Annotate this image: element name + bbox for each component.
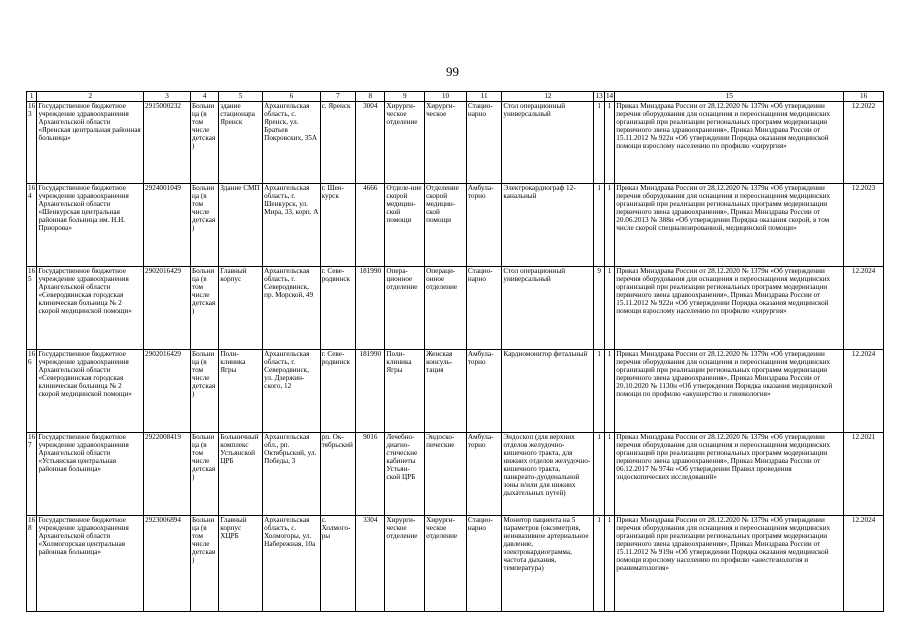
organization-name: Государственное бюджетное учреждение здравоохранения Архангельской области «Северодвинская городская клиническая больница № 2 скорой медицинской помощи» <box>37 350 144 433</box>
department: Поли-клиника Ягры <box>385 350 425 433</box>
row-number: 168 <box>27 516 37 612</box>
header-cell: 3 <box>144 92 191 102</box>
organization-name: Государственное бюджетное учреждение здравоохранения Архангельской области «Холмогорская центральная районная больница» <box>37 516 144 612</box>
profile: Эндоско-пические <box>425 433 467 516</box>
locality: г. Севе-родвинск <box>320 267 356 350</box>
header-cell: 13 <box>595 92 603 100</box>
population: 9016 <box>356 433 385 516</box>
address: Архангельская область, г. Северодвинск, пр. Морской, 49 <box>263 267 320 350</box>
equipment-name: Стол операционный универсальный <box>502 102 594 184</box>
profile: Отделение скорой медицин-ской помощи <box>425 184 467 267</box>
address: Архангельская область, г. Шенкурск, ул. Мира, 33, корп. А <box>263 184 320 267</box>
table-row <box>27 350 884 433</box>
deadline: 12.2022 <box>844 102 884 184</box>
facility-type: Больница (в том числе детская) <box>191 102 219 184</box>
row-number: 164 <box>27 184 37 267</box>
row-number: 163 <box>27 102 37 184</box>
header-cell: 11 <box>466 92 502 102</box>
legal-basis: Приказ Минздрава России от 28.12.2020 № 1379н «Об утверждении перечня оборудования для оснащения и переоснащения медицинских организаций при реализации региональных программ модернизации первичного звена здравоохранения», Приказ Минздрава России от 15.11.2012 № 919н «Об утверждении Порядка оказания медицинской помощи взрослому населению по профилю «анестезиология и реаниматология» <box>615 516 844 612</box>
quantity-1: 1 <box>594 102 604 184</box>
quantity-1: 9 <box>594 267 604 350</box>
address: Архангельская область, с. Яренск, ул. Братьев Покровских, 35А <box>263 102 320 184</box>
quantity-2: 1 <box>604 350 614 433</box>
legal-basis: Приказ Минздрава России от 28.12.2020 № 1379н «Об утверждении перечня оборудования для оснащения и переоснащения медицинских организаций при реализации региональных программ модернизации первичного звена здравоохранения», Приказ Минздрава России от 15.11.2012 № 922н «Об утверждении Порядка оказания медицинской помощи взрослому населению по профилю «хирургия» <box>615 267 844 350</box>
locality: г. Шен-курск <box>320 184 356 267</box>
deadline: 12.2024 <box>844 516 884 612</box>
quantity-1: 1 <box>594 516 604 612</box>
table-row <box>27 516 884 612</box>
care-conditions: Амбула-торно <box>466 184 502 267</box>
facility-type: Больница (в том числе детская) <box>191 267 219 350</box>
equipment-name: Кардиомонитор фетальный <box>502 350 594 433</box>
locality: с. Холмого-ры <box>320 516 356 612</box>
quantity-2: 1 <box>604 433 614 516</box>
legal-basis: Приказ Минздрава России от 28.12.2020 № 1379н «Об утверждении перечня оборудования для оснащения и переоснащения медицинских организаций при реализации региональных программ модернизации первичного звена здравоохранения», Приказ Минздрава России от 15.11.2012 № 922н «Об утверждении Порядка оказания медицинской помощи взрослому населению по профилю «хирургия» <box>615 102 844 184</box>
facility-type: Больница (в том числе детская) <box>191 433 219 516</box>
deadline: 12.2024 <box>844 350 884 433</box>
organization-name: Государственное бюджетное учреждение здравоохранения Архангельской области «Северодвинская городская клиническая больница № 2 скорой медицинской помощи» <box>37 267 144 350</box>
profile: Хирурги-ческое отделение <box>425 516 467 612</box>
building-name: Поли-клиника Ягры <box>219 350 263 433</box>
address: Архангельская обл., рп. Октябрьский, ул. Победы, 3 <box>263 433 320 516</box>
population: 181990 <box>356 350 385 433</box>
department: Отделе-ние скорой медицин-ской помощи <box>385 184 425 267</box>
organization-code: 2924001049 <box>144 184 191 267</box>
header-cell: 2 <box>37 92 144 102</box>
care-conditions: Стацио-нарно <box>466 267 502 350</box>
facility-type: Больница (в том числе детская) <box>191 516 219 612</box>
organization-name: Государственное бюджетное учреждение здравоохранения Архангельской области «Устьянская центральная районная больница» <box>37 433 144 516</box>
building-name: здание стационара Яренск <box>219 102 263 184</box>
deadline: 12.2023 <box>844 184 884 267</box>
deadline: 12.2024 <box>844 267 884 350</box>
department: Хирурги-ческое отделение <box>385 516 425 612</box>
department: Лечебно-диагно-стические кабинеты Устьян-ской ЦРБ <box>385 433 425 516</box>
header-cell: 9 <box>385 92 425 102</box>
table-row <box>27 184 884 267</box>
header-cell: 1 <box>27 92 37 102</box>
care-conditions: Амбула-торно <box>466 350 502 433</box>
equipment-name: Монитор пациента на 5 параметров (оксиметрия, неинвазивное артериальное давление, электрокардиограмма, частота дыхания, температура) <box>502 516 594 612</box>
header-cell: 5 <box>219 92 263 102</box>
population: 181990 <box>356 267 385 350</box>
department: Хирурги-ческое отделение <box>385 102 425 184</box>
organization-code: 2902016429 <box>144 267 191 350</box>
deadline: 12.2021 <box>844 433 884 516</box>
organization-name: Государственное бюджетное учреждение здравоохранения Архангельской области «Яренская центральная районная больница» <box>37 102 144 184</box>
row-number: 165 <box>27 267 37 350</box>
organization-name: Государственное бюджетное учреждение здравоохранения Архангельской области «Шенкурская центральная районная больница им. Н.Н. Приорова» <box>37 184 144 267</box>
organization-code: 2923006894 <box>144 516 191 612</box>
quantity-1: 1 <box>594 433 604 516</box>
header-cell: 6 <box>263 92 320 102</box>
equipment-table <box>26 91 884 612</box>
legal-basis: Приказ Минздрава России от 28.12.2020 № 1379н «Об утверждении перечня оборудования для оснащения и переоснащения медицинских организаций при реализации региональных программ модернизации первичного звена здравоохранения», Приказ Минздрава России от 20.10.2020 № 1130н «Об утверждении Порядка оказания медицинской помощи по профилю «акушерство и гинекология» <box>615 350 844 433</box>
locality: с. Яренск <box>320 102 356 184</box>
equipment-name: Эндоскоп (для верхних отделов желудочно-кишечного тракта, для нижних отделов желудочно-кишечного тракта, панкреато-дуоденальной зоны и/или для нижних дыхательных путей) <box>502 433 594 516</box>
header-cell: 14 <box>605 92 614 100</box>
header-cell: 4 <box>191 92 219 102</box>
department: Опера-ционное отделение <box>385 267 425 350</box>
header-cell: 12 <box>502 92 594 102</box>
header-cell: 15 <box>615 92 844 102</box>
population: 3304 <box>356 516 385 612</box>
population: 3004 <box>356 102 385 184</box>
table-row <box>27 433 884 516</box>
address: Архангельская область, с. Холмогоры, ул. Набережная, 10а <box>263 516 320 612</box>
care-conditions: Стацио-нарно <box>466 102 502 184</box>
row-number: 166 <box>27 350 37 433</box>
quantity-2: 1 <box>604 516 614 612</box>
page-number: 99 <box>446 64 459 79</box>
equipment-name: Электрокардиограф 12-канальный <box>502 184 594 267</box>
profile: Операци-онное отделение <box>425 267 467 350</box>
legal-basis: Приказ Минздрава России от 28.12.2020 № 1379н «Об утверждении перечня оборудования для оснащения и переоснащения медицинских организаций при реализации региональных программ модернизации первичного звена здравоохранения», Приказ Минздрава России от 20.06.2013 № 388н «Об утверждении Порядка оказания скорой, в том числе скорой специализированной, медицинской помощи» <box>615 184 844 267</box>
quantity-2: 1 <box>604 102 614 184</box>
header-cell: 8 <box>356 92 385 102</box>
header-row <box>27 92 884 102</box>
profile: Хирурги-ческое <box>425 102 467 184</box>
building-name: Главный корпус ХЦРБ <box>219 516 263 612</box>
care-conditions: Стацио-нарно <box>466 516 502 612</box>
building-name: Главный корпус <box>219 267 263 350</box>
address: Архангельская область, г. Северодвинск, ул. Дзержин-ского, 12 <box>263 350 320 433</box>
building-name: Здание СМП <box>219 184 263 267</box>
profile: Женская консуль-тация <box>425 350 467 433</box>
equipment-name: Стол операционный универсальный <box>502 267 594 350</box>
legal-basis: Приказ Минздрава России от 28.12.2020 № 1379н «Об утверждении перечня оборудования для оснащения и переоснащения медицинских организаций при реализации региональных программ модернизации первичного звена здравоохранения», Приказ Минздрава России от 06.12.2017 № 974н «Об утверждении Правил проведения эндоскопических исследований» <box>615 433 844 516</box>
organization-code: 2915000232 <box>144 102 191 184</box>
table-row <box>27 267 884 350</box>
table-row <box>27 102 884 184</box>
population: 4666 <box>356 184 385 267</box>
building-name: Больничный комплекс Устьянской ЦРБ <box>219 433 263 516</box>
locality: г. Севе-родвинск <box>320 350 356 433</box>
locality: рп. Ок-тябрьский <box>320 433 356 516</box>
facility-type: Больница (в том числе детская) <box>191 184 219 267</box>
facility-type: Больница (в том числе детская) <box>191 350 219 433</box>
quantity-1: 1 <box>594 184 604 267</box>
header-cell: 7 <box>320 92 356 102</box>
care-conditions: Амбула-торно <box>466 433 502 516</box>
header-cell: 10 <box>425 92 467 102</box>
row-number: 167 <box>27 433 37 516</box>
header-cell: 16 <box>844 92 884 102</box>
organization-code: 2902016429 <box>144 350 191 433</box>
organization-code: 2922008419 <box>144 433 191 516</box>
quantity-2: 1 <box>604 267 614 350</box>
quantity-1: 1 <box>594 350 604 433</box>
quantity-2: 1 <box>604 184 614 267</box>
